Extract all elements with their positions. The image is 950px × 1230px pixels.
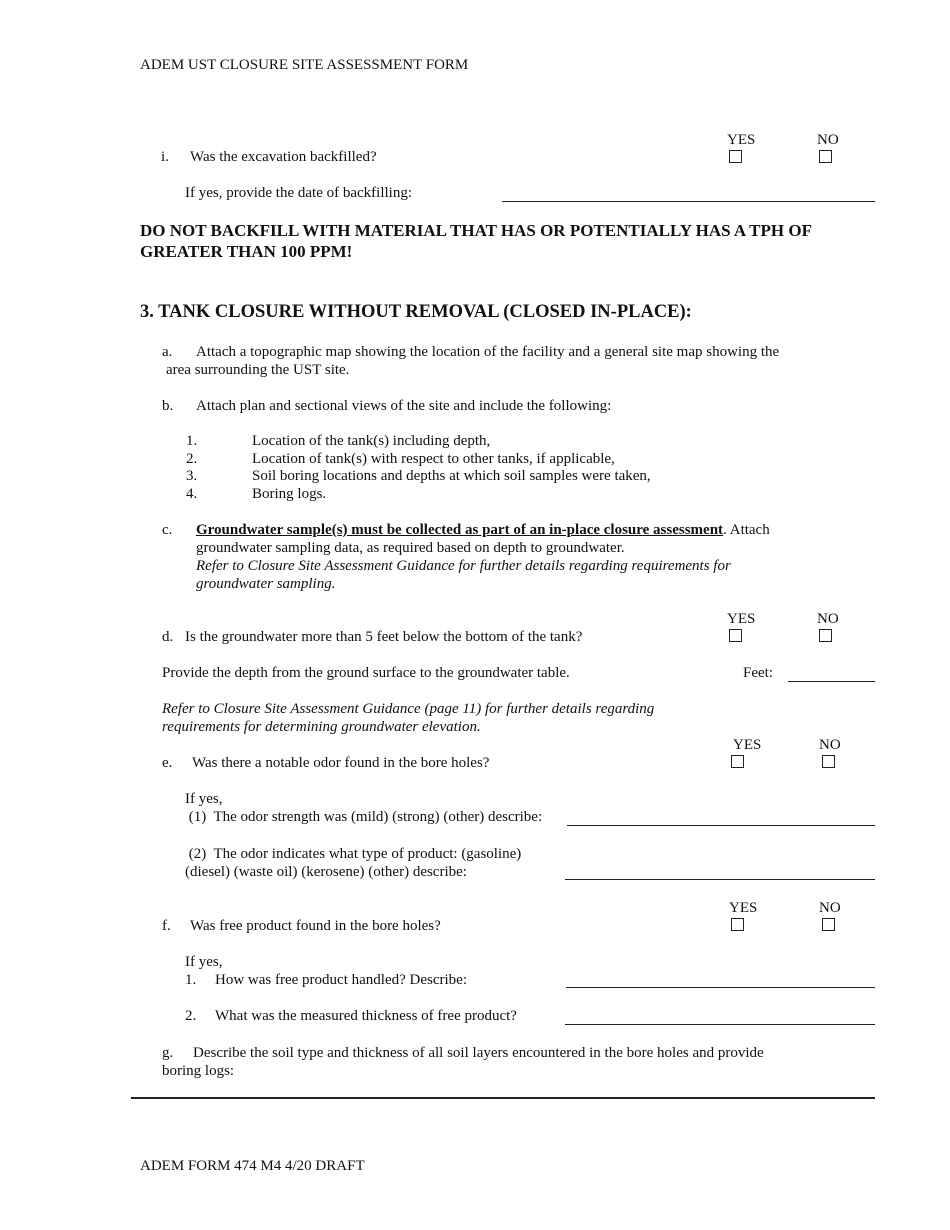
list-item-text: Location of the tank(s) including depth, <box>252 433 491 449</box>
item-c-attach-text: . Attach <box>723 522 770 538</box>
backfill-date-line[interactable] <box>502 201 875 202</box>
free-product-thickness-line[interactable] <box>565 1024 875 1025</box>
odor-product-prompt-line1: (2) The odor indicates what type of product: (gasoline) <box>185 846 522 862</box>
item-g-line1: Describe the soil type and thickness of all soil layers encountered in the bore holes and provide <box>193 1045 764 1061</box>
no-label: NO <box>819 900 841 916</box>
item-f-yes-checkbox[interactable] <box>731 918 744 931</box>
item-e-marker: e. <box>162 755 173 771</box>
feet-label: Feet: <box>743 665 773 681</box>
odor-strength-line[interactable] <box>567 825 875 826</box>
item-d-question: Is the groundwater more than 5 feet below the bottom of the tank? <box>185 629 583 645</box>
soil-description-line[interactable] <box>131 1097 875 1099</box>
item-g-line2: boring logs: <box>162 1063 235 1079</box>
free-product-handling-line[interactable] <box>566 987 875 988</box>
no-label: NO <box>817 611 839 627</box>
section-3-title: 3. TANK CLOSURE WITHOUT REMOVAL (CLOSED IN-PLACE): <box>140 302 692 322</box>
item-b-marker: b. <box>162 398 174 414</box>
item-b-text: Attach plan and sectional views of the site and include the following: <box>196 398 612 414</box>
item-c-guidance-line2: groundwater sampling. <box>196 576 336 592</box>
yes-label: YES <box>727 611 756 627</box>
free-product-q2-number: 2. <box>185 1008 197 1024</box>
list-item-number: 1. <box>186 433 198 449</box>
item-f-marker: f. <box>162 918 171 934</box>
item-a-line1: Attach a topographic map showing the location of the facility and a general site map showing the <box>196 344 780 360</box>
yes-label: YES <box>727 132 756 148</box>
yes-label: YES <box>729 900 758 916</box>
item-c-guidance-line1: Refer to Closure Site Assessment Guidance for further details regarding requirements for <box>196 558 731 574</box>
odor-strength-prompt: (1) The odor strength was (mild) (strong) (other) describe: <box>185 809 543 825</box>
item-c-line1 <box>196 521 770 539</box>
free-product-handling-prompt: How was free product handled? Describe: <box>215 972 467 988</box>
item-g-marker: g. <box>162 1045 174 1061</box>
free-product-q1-number: 1. <box>185 972 197 988</box>
item-a-line2: area surrounding the UST site. <box>166 362 350 378</box>
depth-prompt: Provide the depth from the ground surface to the groundwater table. <box>162 665 570 681</box>
item-i-no-checkbox[interactable] <box>819 150 832 163</box>
item-d-marker: d. <box>162 629 174 645</box>
list-item-text: Soil boring locations and depths at which soil samples were taken, <box>252 468 651 484</box>
item-c-line2: groundwater sampling data, as required based on depth to groundwater. <box>196 540 625 556</box>
backfill-warning: DO NOT BACKFILL WITH MATERIAL THAT HAS OR POTENTIALLY HAS A TPH OF GREATER THAN 100 PPM! <box>140 221 812 261</box>
list-item-number: 2. <box>186 451 198 467</box>
list-item-text: Location of tank(s) with respect to other tanks, if applicable, <box>252 451 615 467</box>
item-f-question: Was free product found in the bore holes? <box>190 918 441 934</box>
item-d-no-checkbox[interactable] <box>819 629 832 642</box>
item-e-no-checkbox[interactable] <box>822 755 835 768</box>
list-item-number: 4. <box>186 486 198 502</box>
odor-product-line[interactable] <box>565 879 875 880</box>
item-e-question: Was there a notable odor found in the bore holes? <box>192 755 490 771</box>
yes-label: YES <box>733 737 762 753</box>
item-d-yes-checkbox[interactable] <box>729 629 742 642</box>
form-footer: ADEM FORM 474 M4 4/20 DRAFT <box>140 1158 365 1174</box>
item-f-if-yes: If yes, <box>185 954 223 970</box>
item-e-yes-checkbox[interactable] <box>731 755 744 768</box>
odor-product-prompt-line2: (diesel) (waste oil) (kerosene) (other) describe: <box>185 864 467 880</box>
item-i-marker: i. <box>161 149 169 165</box>
list-item-number: 3. <box>186 468 198 484</box>
item-c-marker: c. <box>162 522 173 538</box>
item-f-no-checkbox[interactable] <box>822 918 835 931</box>
groundwater-requirement-emphasis: Groundwater sample(s) must be collected as part of an in-place closure assessment <box>196 522 724 538</box>
no-label: NO <box>819 737 841 753</box>
item-d-guidance-line1: Refer to Closure Site Assessment Guidance (page 11) for further details regarding <box>162 701 655 717</box>
free-product-thickness-prompt: What was the measured thickness of free product? <box>215 1008 517 1024</box>
item-e-if-yes: If yes, <box>185 791 223 807</box>
item-d-guidance-line2: requirements for determining groundwater elevation. <box>162 719 481 735</box>
item-i-yes-checkbox[interactable] <box>729 150 742 163</box>
list-item-text: Boring logs. <box>252 486 327 502</box>
item-a-marker: a. <box>162 344 173 360</box>
item-i-question: Was the excavation backfilled? <box>190 149 377 165</box>
depth-feet-line[interactable] <box>788 681 875 682</box>
no-label: NO <box>817 132 839 148</box>
item-i-followup: If yes, provide the date of backfilling: <box>185 185 413 201</box>
form-header-title: ADEM UST CLOSURE SITE ASSESSMENT FORM <box>140 57 469 73</box>
